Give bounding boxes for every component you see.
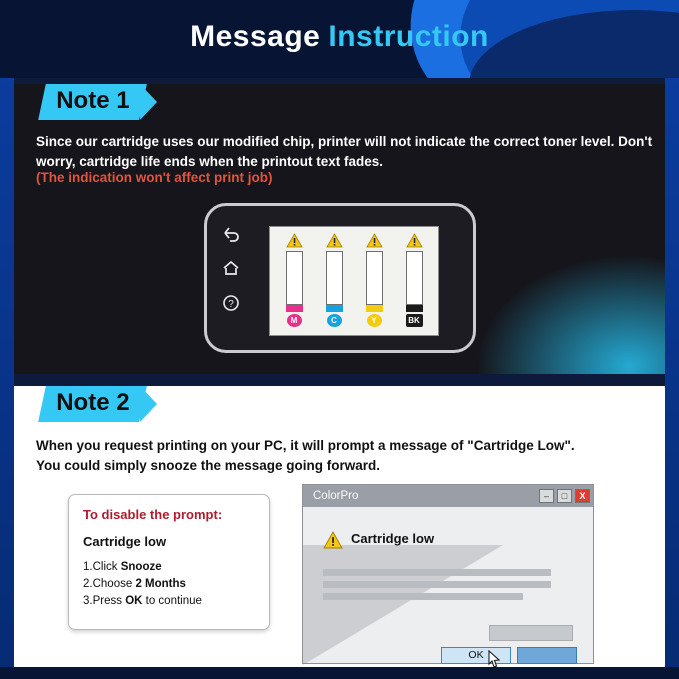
dialog-message: Cartridge low [351, 531, 435, 546]
tip-step-bold: 2 Months [135, 578, 186, 590]
dialog-placeholder-line [323, 569, 551, 576]
tip-step-action: Click [92, 561, 121, 573]
minimize-button[interactable]: – [539, 489, 554, 503]
tip-step-bold: OK [125, 595, 143, 607]
left-accent-bar [0, 78, 14, 679]
toner-tube [366, 251, 383, 305]
toner-label: M [287, 314, 302, 327]
toner-cap [286, 305, 303, 312]
printer-icon-column [221, 224, 241, 312]
note2-body [36, 436, 666, 476]
tip-step-num: 1. [83, 561, 93, 573]
toner-gauge [278, 233, 310, 327]
dialog-placeholder-line [323, 581, 551, 588]
tip-card-subtitle: Cartridge low [83, 534, 167, 549]
note1-body: Since our cartridge uses our modified chip, printer will not indicate the correct toner level. Don't worry, cartridge life ends when the printout text fades. [36, 134, 653, 169]
note2-body-line2: You could simply snooze the message going forward. [36, 458, 381, 473]
toner-gauge [398, 233, 430, 327]
tip-card [68, 494, 270, 630]
warning-triangle-icon [366, 233, 383, 248]
tip-step [83, 559, 255, 576]
dialog-body [303, 507, 593, 665]
note2-body-line1: When you request printing on your PC, it will prompt a message of "Cartridge Low". [36, 438, 575, 453]
toner-level-gauges [278, 233, 430, 327]
dialog-secondary-button[interactable] [489, 625, 573, 641]
toner-cap [406, 305, 423, 312]
warning-triangle-icon [406, 233, 423, 248]
svg-text:?: ? [228, 299, 234, 310]
printer-control-panel [204, 203, 476, 353]
tip-step-action: Press [92, 595, 126, 607]
toner-label: BK [406, 314, 423, 327]
mouse-cursor-icon [485, 649, 503, 671]
tip-step [83, 593, 255, 610]
toner-label: Y [367, 314, 382, 327]
toner-label: C [327, 314, 342, 327]
page-title-part1: Message [190, 20, 321, 53]
tip-step [83, 576, 255, 593]
dialog-primary-button[interactable] [517, 647, 577, 664]
ok-button[interactable]: OK [441, 647, 511, 664]
note1-tag-label: Note 1 [56, 87, 130, 114]
tip-card-title: To disable the prompt: [83, 507, 223, 522]
close-button[interactable]: X [575, 489, 590, 503]
printer-screen [269, 226, 439, 336]
note2-tag-label: Note 2 [56, 389, 130, 416]
right-accent-bar [665, 78, 679, 679]
tip-step-num: 3. [83, 595, 93, 607]
dialog-placeholder-line [323, 593, 523, 600]
toner-gauge [318, 233, 350, 327]
tip-step-num: 2. [83, 578, 93, 590]
dialog-title-label: ColorPro [313, 490, 359, 502]
warning-triangle-icon [323, 531, 343, 554]
note1-tag [42, 84, 157, 120]
toner-gauge [358, 233, 390, 327]
cartridge-low-dialog [302, 484, 594, 664]
tip-step-action: Choose [92, 578, 136, 590]
warning-triangle-icon [326, 233, 343, 248]
home-icon[interactable] [221, 259, 241, 277]
panel1-glow [475, 254, 665, 374]
bottom-accent-bar [0, 667, 679, 679]
note1-red-note: (The indication won't affect print job) [36, 170, 273, 185]
toner-tube [286, 251, 303, 305]
dialog-title-bar[interactable] [303, 485, 593, 507]
note2-tag [42, 386, 157, 422]
warning-triangle-icon [286, 233, 303, 248]
page-title-part2: Instruction [328, 20, 489, 53]
tip-step-tail: to continue [142, 595, 202, 607]
window-controls [539, 489, 590, 503]
toner-tube [406, 251, 423, 305]
toner-cap [366, 305, 383, 312]
maximize-button[interactable]: □ [557, 489, 572, 503]
help-icon[interactable] [221, 294, 241, 312]
page-title [0, 20, 679, 54]
toner-cap [326, 305, 343, 312]
back-arrow-icon[interactable] [221, 224, 241, 242]
toner-tube [326, 251, 343, 305]
tip-step-bold: Snooze [120, 561, 162, 573]
